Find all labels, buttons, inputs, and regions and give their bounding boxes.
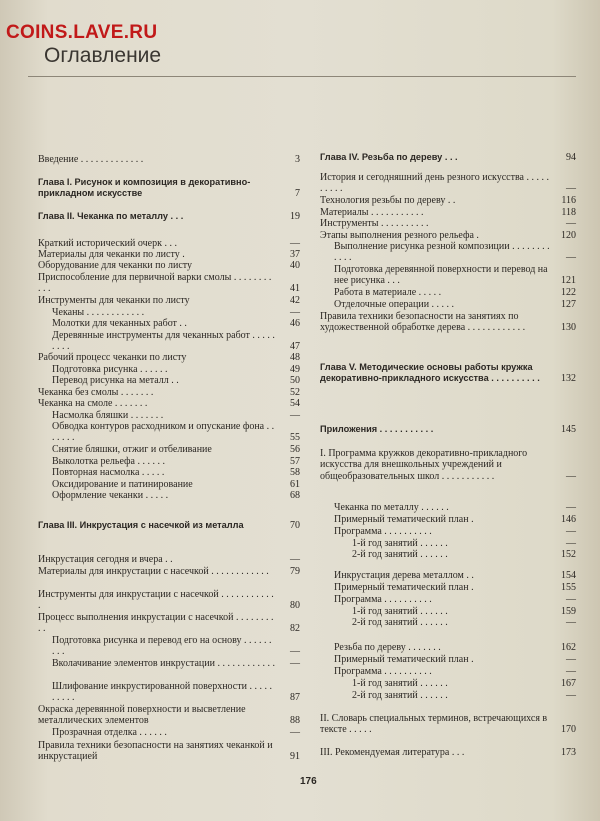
toc-entry-title: Чеканы . . . . . . . . . . . . [52, 307, 145, 318]
toc-entry-title: Программа . . . . . . . . . . [334, 666, 432, 677]
toc-entry-page: — [566, 538, 576, 549]
toc-entry-title: Материалы для инкрустации с насечкой . . . . . . . . . . . . [38, 566, 269, 577]
toc-entry [38, 375, 300, 386]
toc-entry-page: 3 [295, 154, 300, 165]
toc-entry [320, 642, 576, 653]
toc-entry-title: II. Словарь специальных терминов, встречающихся в тексте . . . . . [320, 713, 548, 736]
toc-entry-title: Подготовка рисунка и перевод его на основу . . . . . . . . . [52, 635, 272, 658]
toc-entry-title: Выколотка рельефа . . . . . . [52, 456, 165, 467]
toc-entry-title: История и сегодняшний день резного искусства . . . . . . . . . . [320, 172, 549, 195]
toc-entry [38, 249, 300, 260]
toc-entry [320, 195, 576, 206]
title-divider [28, 76, 576, 77]
toc-entry [320, 311, 576, 334]
toc-entry-page: — [566, 526, 576, 537]
toc-entry-page: 58 [290, 467, 300, 478]
toc-entry-page: 155 [561, 582, 576, 593]
toc-entry [38, 177, 300, 200]
toc-entry-page: — [290, 307, 300, 318]
toc-entry-page: — [290, 658, 300, 669]
toc-entry-page: — [566, 666, 576, 677]
toc-entry-title: I. Программа кружков декоративно-прикладного искусства для внешкольных учреждений и общеобразовательных школ . . . . . . . . . . . [320, 448, 528, 482]
toc-entry [38, 612, 300, 635]
toc-entry [38, 307, 300, 318]
toc-entry-page: 116 [561, 195, 576, 206]
toc-entry [320, 287, 576, 298]
toc-entry-page: — [290, 410, 300, 421]
toc-entry-page: 130 [561, 322, 576, 334]
toc-entry [320, 299, 576, 310]
toc-entry-title: Подготовка рисунка . . . . . . [52, 364, 168, 375]
toc-entry-title: Инкрустация дерева металлом . . [334, 570, 474, 581]
toc-entry-title: Подготовка деревянной поверхности и перевод на нее рисунка . . . [334, 264, 548, 287]
toc-entry [320, 747, 576, 758]
toc-entry [320, 582, 576, 593]
toc-entry [38, 260, 300, 271]
toc-entry [320, 526, 576, 537]
toc-entry-page: 162 [561, 642, 576, 653]
toc-entry [320, 666, 576, 677]
toc-entry-page: 87 [290, 692, 300, 704]
toc-entry-page: 47 [290, 341, 300, 353]
toc-entry-title: Примерный тематический план . [334, 514, 474, 525]
toc-entry-page: 80 [290, 600, 300, 612]
toc-entry-title: Глава V. Методические основы работы кружка декоративно-прикладного искусства . . . . . . . . . . [320, 362, 540, 384]
toc-entry-title: Инструменты для чеканки по листу [38, 295, 190, 306]
toc-entry-page: 152 [561, 549, 576, 560]
toc-entry-page: — [566, 502, 576, 513]
toc-entry-page: 70 [290, 520, 300, 531]
toc-entry-title: Повторная насмолка . . . . . [52, 467, 165, 478]
toc-entry-title: Инструменты . . . . . . . . . . [320, 218, 429, 229]
toc-entry [38, 238, 300, 249]
toc-entry [38, 681, 300, 704]
toc-entry-title: Оформление чеканки . . . . . [52, 490, 169, 501]
toc-entry-page: 68 [290, 490, 300, 501]
toc-entry-page: — [290, 646, 300, 658]
toc-entry [38, 398, 300, 409]
toc-entry [38, 364, 300, 375]
toc-entry-page: 50 [290, 375, 300, 386]
toc-entry-page: 49 [290, 364, 300, 375]
toc-entry [320, 606, 576, 617]
toc-entry-page: 57 [290, 456, 300, 467]
toc-entry-title: Перевод рисунка на металл . . [52, 375, 179, 386]
toc-entry-page: 145 [561, 424, 576, 435]
toc-entry [320, 362, 576, 385]
watermark: COINS.LAVE.RU [6, 22, 158, 43]
toc-entry [320, 502, 576, 513]
toc-entry-title: Процесс выполнения инкрустации с насечкой . . . . . . . . . . [38, 612, 274, 635]
toc-entry [38, 727, 300, 738]
toc-entry-page: — [566, 183, 576, 195]
toc-entry-title: Прозрачная отделка . . . . . . [52, 727, 167, 738]
toc-entry-title: Этапы выполнения резного рельефа . [320, 230, 479, 241]
toc-entry-title: Глава IV. Резьба по дереву . . . [320, 152, 458, 162]
toc-entry [320, 207, 576, 218]
toc-entry [320, 538, 576, 549]
toc-entry-page: 55 [290, 432, 300, 444]
toc-entry-page: 41 [290, 283, 300, 295]
toc-entry-page: 173 [561, 747, 576, 758]
toc-entry [38, 387, 300, 398]
page-title: Оглавление [44, 44, 162, 67]
toc-entry-title: Примерный тематический план . [334, 654, 474, 665]
toc-entry-title: Приспособление для первичной варки смолы . . . . . . . . . . . [38, 272, 272, 295]
toc-entry-page: 132 [561, 373, 576, 385]
toc-entry-title: Материалы для чеканки по листу . [38, 249, 185, 260]
toc-entry-page: — [566, 470, 576, 482]
toc-entry-page: 48 [290, 352, 300, 363]
toc-entry-page: — [566, 690, 576, 701]
toc-entry-page: 154 [561, 570, 576, 581]
toc-entry [38, 421, 300, 444]
toc-entry-page: — [566, 654, 576, 665]
toc-entry-title: Материалы . . . . . . . . . . . [320, 207, 424, 218]
toc-entry-title: 2-й год занятий . . . . . . [352, 617, 448, 628]
toc-entry-page: 94 [566, 152, 576, 163]
toc-entry-page: 19 [290, 211, 300, 222]
toc-entry-title: Введение . . . . . . . . . . . . . [38, 154, 144, 165]
toc-entry [320, 549, 576, 560]
toc-entry [38, 520, 300, 531]
toc-entry-title: Чеканка на смоле . . . . . . . [38, 398, 148, 409]
toc-entry [38, 352, 300, 363]
toc-entry-page: 146 [561, 514, 576, 525]
toc-entry-page: 122 [561, 287, 576, 298]
toc-entry-title: Правила техники безопасности на занятиях по художественной обработке дерева . . . . . . . . . . . . [320, 311, 526, 334]
toc-entry [320, 264, 576, 287]
toc-entry [38, 295, 300, 306]
toc-entry-title: 1-й год занятий . . . . . . [352, 606, 448, 617]
toc-entry [38, 490, 300, 501]
toc-entry [38, 589, 300, 612]
toc-entry-page: 42 [290, 295, 300, 306]
toc-entry-title: Оксидирование и патинирование [52, 479, 193, 490]
toc-entry-title: Вколачивание элементов инкрустации . . . . . . . . . . . . [52, 658, 275, 669]
toc-entry [320, 678, 576, 689]
toc-entry [320, 172, 576, 195]
toc-entry-page: 37 [290, 249, 300, 260]
toc-entry-page: 167 [561, 678, 576, 689]
toc-entry-page: — [566, 617, 576, 628]
toc-entry-page: — [290, 238, 300, 249]
toc-entry-page: 118 [561, 207, 576, 218]
toc-entry [38, 410, 300, 421]
toc-entry-page: — [290, 727, 300, 738]
toc-entry-page: 88 [290, 715, 300, 727]
toc-entry-page: 127 [561, 299, 576, 310]
toc-entry [38, 635, 300, 658]
toc-entry-title: Чеканка по металлу . . . . . . [334, 502, 449, 513]
toc-entry-title: Насмолка бляшки . . . . . . . [52, 410, 164, 421]
toc-entry-title: Глава I. Рисунок и композиция в декоративно-прикладном искусстве [38, 177, 251, 199]
toc-entry-title: Технология резьбы по дереву . . [320, 195, 456, 206]
toc-entry-title: Работа в материале . . . . . [334, 287, 442, 298]
toc-entry-title: Глава III. Инкрустация с насечкой из металла [38, 520, 244, 530]
toc-entry [320, 152, 576, 163]
toc-entry-title: Окраска деревянной поверхности и высветление металлических элементов [38, 704, 246, 727]
toc-entry [38, 272, 300, 295]
toc-entry [38, 318, 300, 329]
toc-entry-page: 159 [561, 606, 576, 617]
toc-entry-title: 2-й год занятий . . . . . . [352, 549, 448, 560]
toc-entry-title: Программа . . . . . . . . . . [334, 594, 432, 605]
toc-entry [320, 424, 576, 435]
toc-entry-title: 1-й год занятий . . . . . . [352, 538, 448, 549]
toc-entry-page: 61 [290, 479, 300, 490]
toc-entry [38, 740, 300, 763]
toc-entry-title: Отделочные операции . . . . . [334, 299, 455, 310]
toc-entry [320, 690, 576, 701]
toc-entry [38, 330, 300, 353]
toc-entry-title: Обводка контуров расходником и опускание фона . . . . . . . [52, 421, 275, 444]
toc-entry [38, 456, 300, 467]
toc-entry-page: — [566, 594, 576, 605]
toc-entry [320, 617, 576, 628]
toc-entry-page: — [566, 218, 576, 229]
toc-entry [38, 704, 300, 727]
toc-entry-title: Инкрустация сегодня и вчера . . [38, 554, 173, 565]
toc-entry [38, 154, 300, 165]
toc-entry-page: 46 [290, 318, 300, 329]
toc-entry-page: 91 [290, 751, 300, 763]
toc-entry-title: III. Рекомендуемая литература . . . [320, 747, 465, 758]
toc-entry-page: 120 [561, 230, 576, 241]
toc-entry-page: 7 [295, 188, 300, 200]
toc-entry [320, 230, 576, 241]
toc-entry [320, 218, 576, 229]
toc-entry-title: Резьба по дереву . . . . . . . [334, 642, 441, 653]
toc-entry-title: Приложения . . . . . . . . . . . [320, 424, 434, 434]
toc-entry [320, 654, 576, 665]
toc-entry [320, 713, 576, 736]
toc-entry [320, 514, 576, 525]
toc-entry [38, 554, 300, 565]
toc-entry-title: 2-й год занятий . . . . . . [352, 690, 448, 701]
toc-entry-title: Молотки для чеканных работ . . [52, 318, 187, 329]
toc-entry-title: Программа . . . . . . . . . . [334, 526, 432, 537]
toc-entry-title: Краткий исторический очерк . . . [38, 238, 177, 249]
toc-entry-title: Деревянные инструменты для чеканных работ . . . . . . . . . [52, 330, 275, 353]
toc-entry-title: Выполнение рисунка резной композиции . . . . . . . . . . . . [334, 241, 550, 264]
toc-entry-title: Глава II. Чеканка по металлу . . . [38, 211, 184, 221]
toc-entry-page: 56 [290, 444, 300, 455]
toc-entry-title: Шлифование инкрустированной поверхности . . . . . . . . . . [52, 681, 272, 704]
toc-entry-page: 121 [561, 275, 576, 287]
toc-entry-page: — [566, 252, 576, 264]
page-number: 176 [300, 776, 317, 787]
toc-entry [38, 658, 300, 669]
toc-entry [38, 566, 300, 577]
toc-entry [38, 444, 300, 455]
toc-entry-page: 54 [290, 398, 300, 409]
toc-entry-title: Снятие бляшки, отжиг и отбеливание [52, 444, 212, 455]
toc-entry-title: Рабочий процесс чеканки по листу [38, 352, 187, 363]
toc-entry [320, 241, 576, 264]
toc-entry-page: 40 [290, 260, 300, 271]
toc-entry [320, 448, 576, 482]
toc-entry-title: Инструменты для инкрустации с насечкой . . . . . . . . . . . . [38, 589, 274, 612]
toc-entry-page: — [290, 554, 300, 565]
toc-entry [320, 594, 576, 605]
toc-entry-page: 170 [561, 724, 576, 736]
toc-entry [38, 467, 300, 478]
toc-entry-page: 79 [290, 566, 300, 577]
toc-entry [38, 479, 300, 490]
toc-entry-page: 82 [290, 623, 300, 635]
toc-entry [320, 570, 576, 581]
toc-entry-title: Оборудование для чеканки по листу [38, 260, 193, 271]
toc-entry-title: Чеканка без смолы . . . . . . . [38, 387, 154, 398]
toc-entry [38, 211, 300, 222]
toc-entry-title: Примерный тематический план . [334, 582, 474, 593]
toc-entry-title: Правила техники безопасности на занятиях чеканкой и инкрустацией [38, 740, 273, 763]
toc-entry-title: 1-й год занятий . . . . . . [352, 678, 448, 689]
toc-entry-page: 52 [290, 387, 300, 398]
